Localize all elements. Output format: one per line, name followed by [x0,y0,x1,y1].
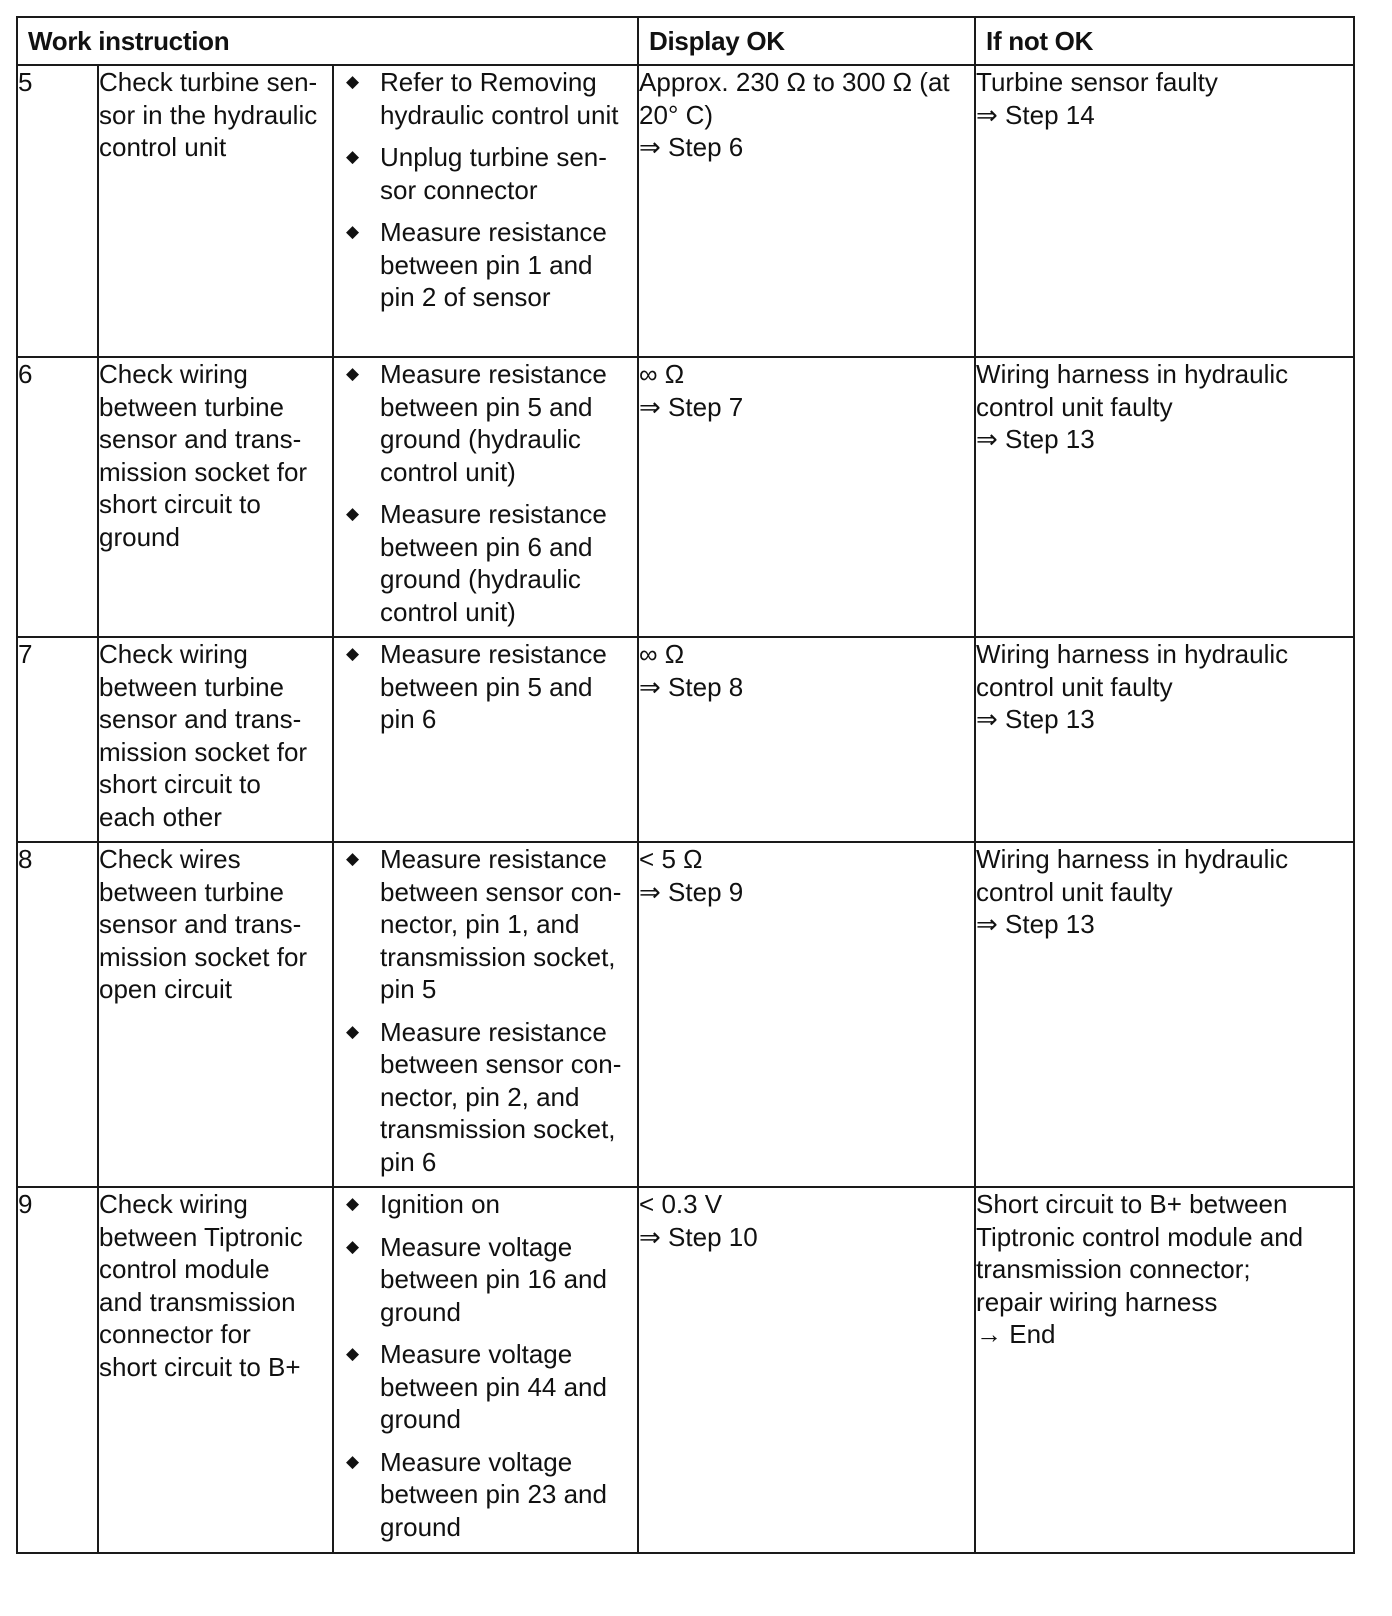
task-text: Check turbine sen- sor in the hydraulic control unit [99,67,318,162]
instruction-item [334,498,637,628]
if-not-ok-cell [975,65,1354,357]
diamond-bullet-icon: ◆ [346,1021,360,1041]
display-ok-line: ∞ Ω [639,639,685,669]
diamond-bullet-icon: ◆ [346,644,360,663]
instruction-item [334,1446,637,1544]
display-ok-cell [638,357,975,637]
display-ok-cell [638,637,975,842]
diamond-bullet-icon: ◆ [346,364,360,383]
instruction-item [334,1231,637,1329]
diamond-bullet-icon: ◆ [346,222,360,241]
instruction-list [334,358,637,628]
instruction-list-cell [333,637,638,842]
table-header-row [17,17,1354,65]
instruction-text: Measure resistance between pin 5 and pin 6 [380,639,607,734]
task-description [98,637,333,842]
table-row [17,842,1354,1187]
instruction-text: Unplug turbine sen- sor connector [380,142,607,205]
if-not-ok-line: Turbine sensor faulty [976,67,1218,97]
diamond-bullet-icon: ◆ [346,1451,360,1471]
table-row [17,65,1354,357]
instruction-item [334,358,637,488]
display-ok-line: ⇒ Step 8 [639,671,744,702]
if-not-ok-line: control unit faulty [976,671,1173,702]
task-text: Check wiring between turbine sensor and trans- mission socket for short circuit to ground [99,359,308,552]
instruction-item [334,638,637,736]
instruction-list-cell [333,65,638,357]
header-work-instruction: Work instruction [17,17,638,65]
instruction-text: Measure voltage between pin 23 and ground [380,1446,607,1542]
display-ok-line: ⇒ Step 9 [639,876,744,907]
if-not-ok-line: Wiring harness in hydraulic [976,359,1289,389]
diamond-bullet-icon: ◆ [346,849,360,868]
table-row [17,637,1354,842]
task-description [98,1187,333,1553]
if-not-ok-line: ⇒ Step 13 [976,909,1095,939]
if-not-ok-line: transmission connector; [976,1254,1251,1284]
display-ok-line: 20° C) [639,99,714,130]
instruction-list-cell [333,1187,638,1553]
diamond-bullet-icon: ◆ [346,147,360,166]
if-not-ok-line: ⇒ Step 13 [976,704,1095,734]
instruction-item [334,141,637,206]
instruction-list-cell [333,357,638,637]
display-ok-cell [638,842,975,1187]
if-not-ok-cell [975,637,1354,842]
diamond-bullet-icon: ◆ [346,72,360,91]
diamond-bullet-icon: ◆ [346,504,360,523]
step-number: 8 [17,842,98,1187]
if-not-ok-line: repair wiring harness [976,1286,1218,1317]
task-text: Check wires between turbine sensor and trans- mission socket for open circuit [99,844,308,1004]
instruction-item [334,1016,637,1179]
work-instruction-table [16,16,1355,1554]
instruction-item [334,1188,637,1221]
task-text: Check wiring between Tiptronic control module and transmission connector for short circuit to B+ [99,1189,303,1382]
step-number: 7 [17,637,98,842]
table-row [17,1187,1354,1553]
if-not-ok-line: control unit faulty [976,876,1173,907]
display-ok-line: < 5 Ω [639,844,703,874]
display-ok-line: < 0.3 V [639,1189,723,1219]
instruction-list [334,66,637,314]
if-not-ok-line: ⇒ Step 13 [976,424,1095,454]
if-not-ok-line: Wiring harness in hydraulic [976,639,1289,669]
display-ok-line: ⇒ Step 10 [639,1221,758,1252]
header-if-not-ok: If not OK [975,17,1354,65]
instruction-text: Ignition on [380,1189,500,1219]
instruction-text: Measure resistance between sensor con- nector, pin 1, and transmission socket, pin 5 [380,844,622,1004]
if-not-ok-line: control unit faulty [976,391,1173,422]
instruction-list [334,843,637,1178]
instruction-item [334,843,637,1006]
if-not-ok-cell [975,842,1354,1187]
instruction-text: Measure resistance between pin 6 and ground (hydraulic control unit) [380,499,607,627]
if-not-ok-cell [975,357,1354,637]
step-number: 9 [17,1187,98,1553]
step-number: 6 [17,357,98,637]
instruction-item [334,1338,637,1436]
instruction-text: Measure voltage between pin 16 and ground [380,1231,607,1327]
task-description [98,357,333,637]
instruction-item [334,216,637,314]
instruction-item [334,66,637,131]
if-not-ok-cell [975,1187,1354,1553]
instruction-text: Measure resistance between sensor con- nector, pin 2, and transmission socket, pin 6 [380,1016,622,1177]
display-ok-line: Approx. 230 Ω to 300 Ω (at [639,67,950,97]
task-text: Check wiring between turbine sensor and trans- mission socket for short circuit to each other [99,639,308,832]
header-display-ok: Display OK [638,17,975,65]
display-ok-line: ⇒ Step 6 [639,132,744,162]
if-not-ok-line: → End [976,1319,1056,1349]
instruction-list-cell [333,842,638,1187]
instruction-text: Measure voltage between pin 44 and ground [380,1339,607,1434]
diamond-bullet-icon: ◆ [346,1194,360,1213]
if-not-ok-line: ⇒ Step 14 [976,99,1095,130]
instruction-text: Refer to Removing hydraulic control unit [380,67,619,130]
if-not-ok-line: Wiring harness in hydraulic [976,844,1289,874]
instruction-list [334,638,637,736]
instruction-text: Measure resistance between pin 5 and ground (hydraulic control unit) [380,359,607,487]
instruction-text: Measure resistance between pin 1 and pin 2 of sensor [380,217,607,312]
display-ok-cell [638,65,975,357]
table-body [17,65,1354,1553]
step-number: 5 [17,65,98,357]
display-ok-line: ∞ Ω [639,359,685,389]
if-not-ok-line: Short circuit to B+ between [976,1189,1288,1219]
if-not-ok-line: Tiptronic control module and [976,1221,1304,1252]
task-description [98,65,333,357]
display-ok-line: ⇒ Step 7 [639,391,744,422]
diamond-bullet-icon: ◆ [346,1236,360,1256]
display-ok-cell [638,1187,975,1553]
task-description [98,842,333,1187]
diamond-bullet-icon: ◆ [346,1344,360,1363]
table-row [17,357,1354,637]
instruction-list [334,1188,637,1543]
